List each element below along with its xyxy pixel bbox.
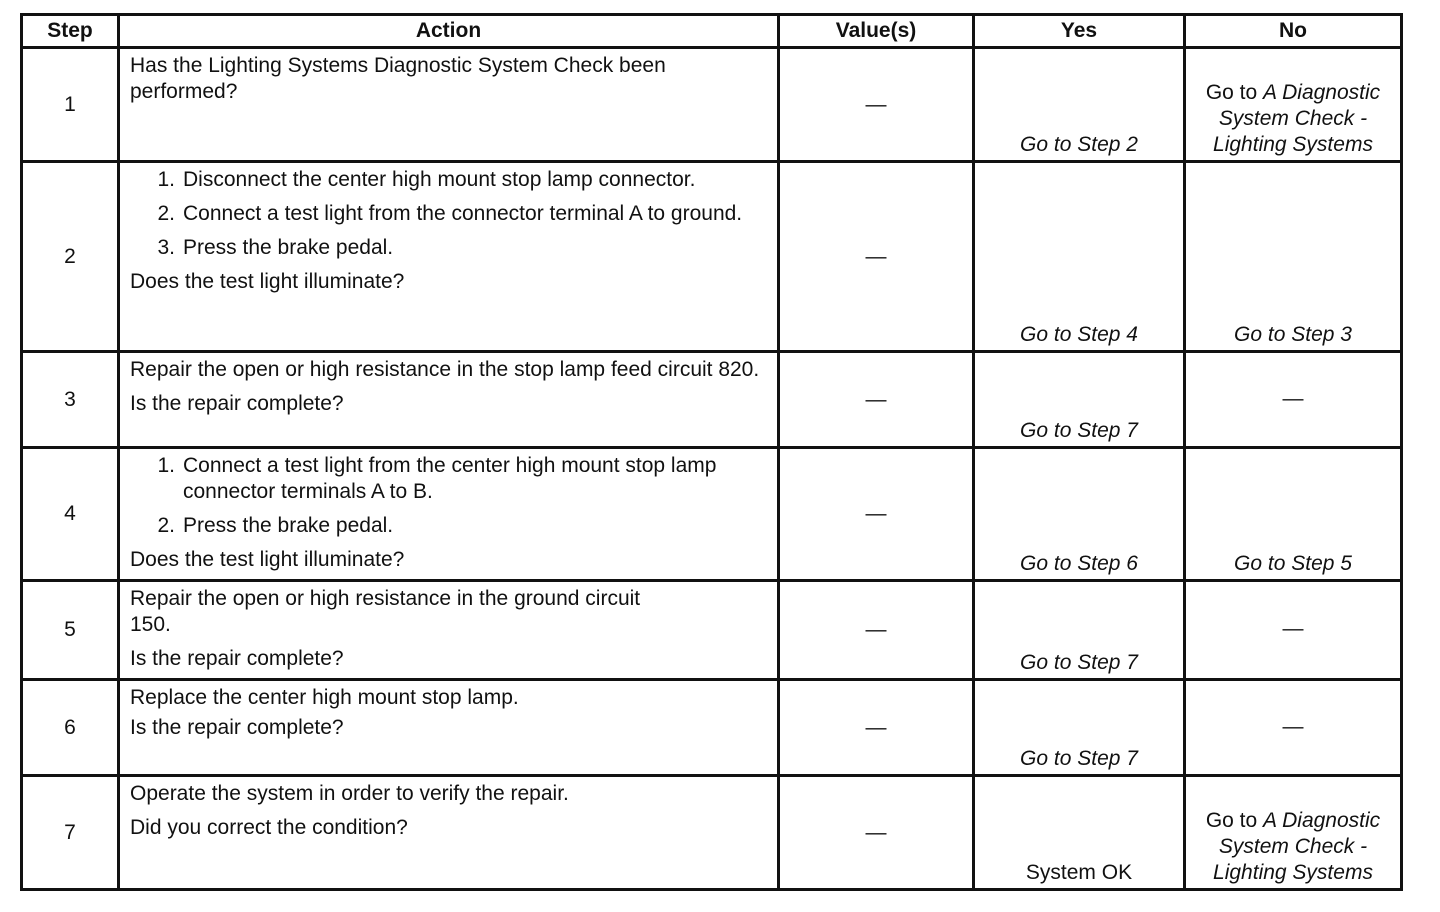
step-number: 7: [22, 776, 119, 890]
table-row: [22, 162, 1402, 352]
no-prefix: Go to: [1205, 809, 1258, 832]
value-cell: —: [779, 448, 974, 581]
yes-result: System OK: [974, 776, 1185, 890]
action-text: Operate the system in order to verify the repair.: [130, 782, 569, 805]
action-cell: [119, 448, 779, 581]
action-question: Is the repair complete?: [130, 716, 344, 739]
substep-list: [130, 453, 763, 539]
substep-text: Press the brake pedal.: [183, 236, 394, 259]
yes-link[interactable]: Go to Step 4: [974, 162, 1185, 352]
action-cell: [119, 48, 779, 162]
substep-text: Connect a test light from the center high mount stop lamp connector terminals A to B.: [183, 454, 717, 503]
action-cell: [119, 680, 779, 776]
action-text: Repair the open or high resistance in the ground circuit 150.: [130, 587, 641, 636]
yes-link[interactable]: Go to Step 7: [974, 352, 1185, 448]
substep-text: Disconnect the center high mount stop lamp connector.: [183, 168, 696, 191]
substep-text: Connect a test light from the connector terminal A to ground.: [183, 202, 743, 225]
action-cell: [119, 352, 779, 448]
action-cell: [119, 776, 779, 890]
substep-text: Press the brake pedal.: [183, 514, 394, 537]
action-cell: [119, 162, 779, 352]
value-cell: —: [779, 581, 974, 680]
no-cell: —: [1185, 352, 1402, 448]
diagnostic-system-check-link[interactable]: A Diagnostic System Check - Lighting Systems: [1213, 809, 1381, 884]
action-question: Is the repair complete?: [130, 647, 344, 670]
no-link[interactable]: Go to Step 5: [1185, 448, 1402, 581]
substep-item: 2. Press the brake pedal.: [130, 513, 763, 539]
value-cell: —: [779, 162, 974, 352]
substep-item: 2. Connect a test light from the connector terminal A to ground.: [130, 201, 763, 227]
table-row: [22, 776, 1402, 890]
action-question: Is the repair complete?: [130, 392, 344, 415]
substep-item: 1. Connect a test light from the center high mount stop lamp connector terminals A to B.: [130, 453, 763, 505]
value-cell: —: [779, 48, 974, 162]
action-question: Did you correct the condition?: [130, 816, 408, 839]
value-cell: —: [779, 352, 974, 448]
step-number: 4: [22, 448, 119, 581]
no-cell: —: [1185, 680, 1402, 776]
header-step: Step: [22, 15, 119, 48]
action-text: Replace the center high mount stop lamp.: [130, 686, 519, 709]
yes-link[interactable]: Go to Step 7: [974, 680, 1185, 776]
no-prefix: Go to: [1205, 81, 1258, 104]
yes-link[interactable]: Go to Step 2: [974, 48, 1185, 162]
value-cell: —: [779, 680, 974, 776]
action-question: Does the test light illuminate?: [130, 548, 405, 571]
action-question: Does the test light illuminate?: [130, 270, 405, 293]
action-text: Has the Lighting Systems Diagnostic System Check been performed?: [130, 54, 666, 103]
diagnostic-system-check-link[interactable]: A Diagnostic System Check - Lighting Systems: [1213, 81, 1381, 156]
header-row: [22, 15, 1402, 48]
action-text: Repair the open or high resistance in the stop lamp feed circuit 820.: [130, 358, 760, 381]
step-number: 1: [22, 48, 119, 162]
yes-link[interactable]: Go to Step 7: [974, 581, 1185, 680]
step-number: 3: [22, 352, 119, 448]
table-row: [22, 48, 1402, 162]
diagnostic-table: [20, 13, 1403, 891]
header-yes: Yes: [974, 15, 1185, 48]
no-cell: —: [1185, 581, 1402, 680]
header-values: Value(s): [779, 15, 974, 48]
table-row: [22, 680, 1402, 776]
value-cell: —: [779, 776, 974, 890]
no-cell: [1185, 48, 1402, 162]
action-cell: [119, 581, 779, 680]
substep-item: 3. Press the brake pedal.: [130, 235, 763, 261]
yes-link[interactable]: Go to Step 6: [974, 448, 1185, 581]
substep-list: [130, 167, 763, 261]
step-number: 2: [22, 162, 119, 352]
step-number: 5: [22, 581, 119, 680]
no-link[interactable]: Go to Step 3: [1185, 162, 1402, 352]
table-row: [22, 581, 1402, 680]
header-action: Action: [119, 15, 779, 48]
step-number: 6: [22, 680, 119, 776]
header-no: No: [1185, 15, 1402, 48]
substep-item: 1. Disconnect the center high mount stop lamp connector.: [130, 167, 763, 193]
table-row: [22, 448, 1402, 581]
table-row: [22, 352, 1402, 448]
no-cell: [1185, 776, 1402, 890]
